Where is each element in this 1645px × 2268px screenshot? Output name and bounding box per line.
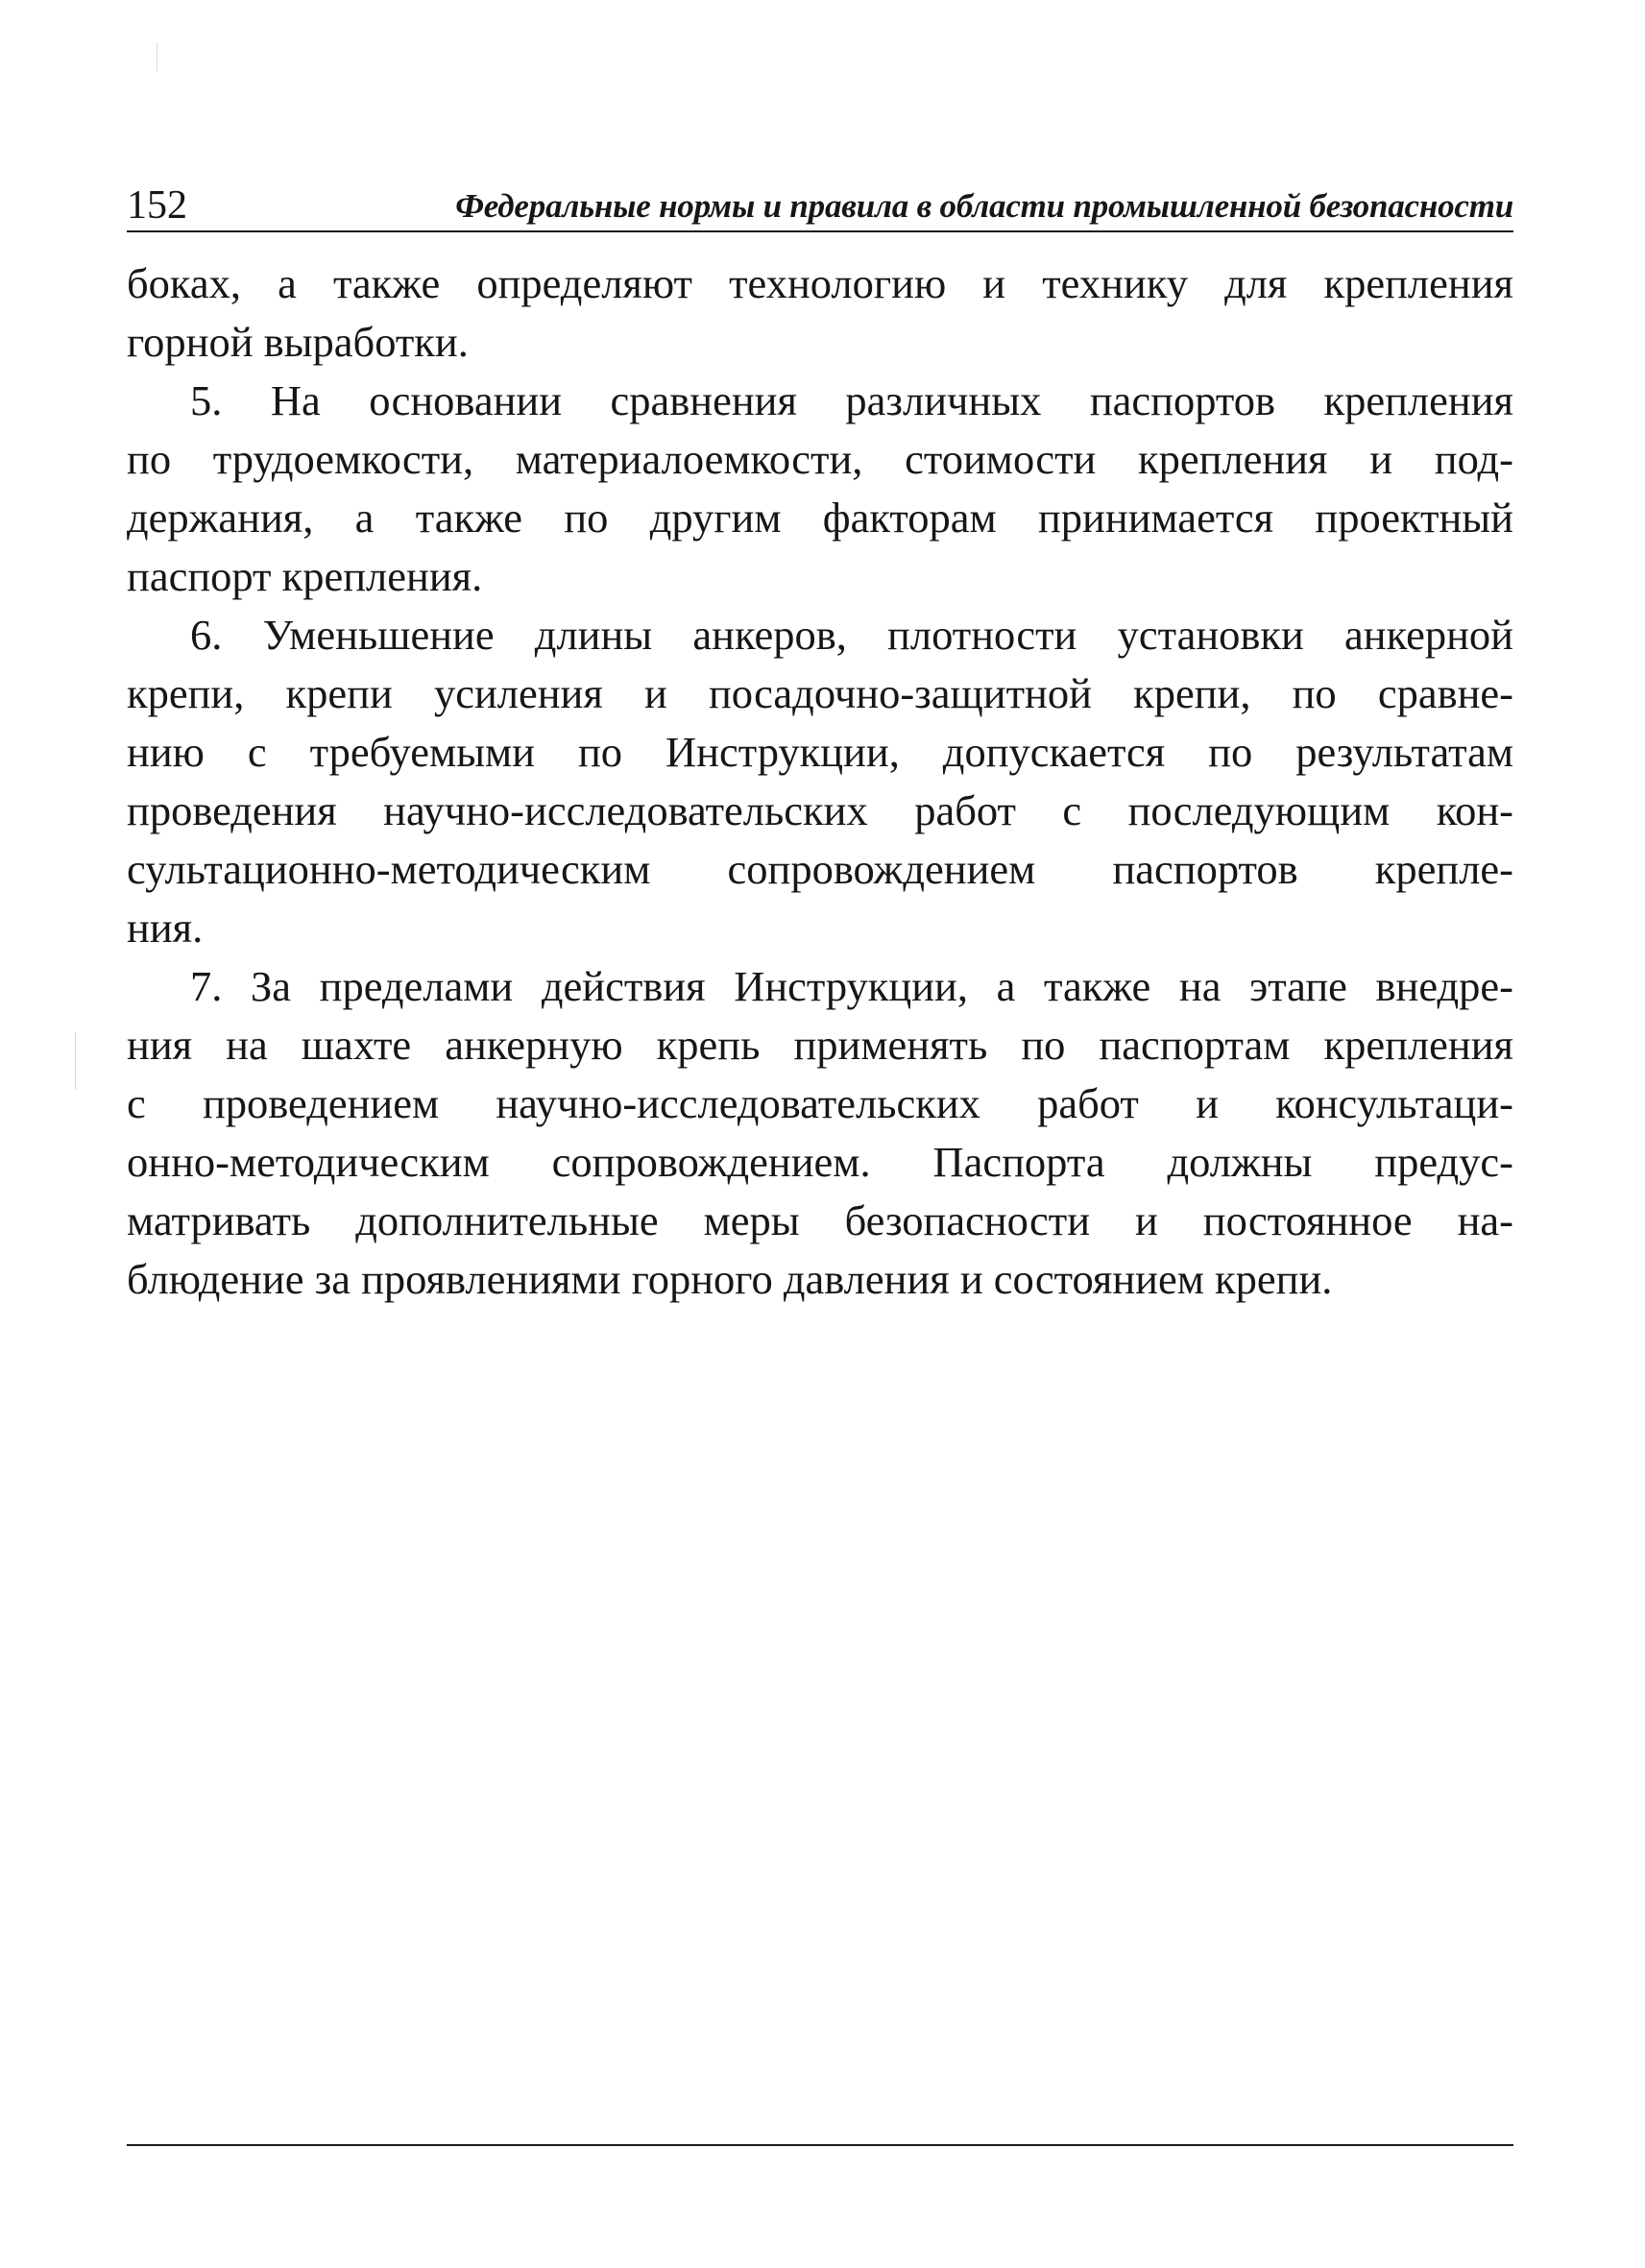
- text-line: паспорт крепления.: [127, 552, 483, 600]
- scan-mark-left: [75, 1032, 76, 1090]
- text-line: ния на шахте анкерную крепь применять по паспортам крепления: [127, 1021, 1513, 1069]
- running-title: Федеральные нормы и правила в области промышленной безопасности: [455, 187, 1513, 225]
- text-line: боках, а также определяют технологию и технику для крепления: [127, 259, 1513, 307]
- paragraph-7-first-line: 7. За пределами действия Инструкции, а также на этапе внедре-: [190, 962, 1513, 1010]
- text-line: с проведением научно-исследовательских работ и консультаци-: [127, 1079, 1513, 1127]
- text-line: крепи, крепи усиления и посадочно-защитной крепи, по сравне-: [127, 669, 1513, 717]
- paragraph-5-first-line: 5. На основании сравнения различных паспортов крепления: [190, 376, 1513, 424]
- running-header: [127, 179, 1513, 232]
- text-line: ния.: [127, 904, 204, 952]
- text-line: сультационно-методическим сопровождением паспортов крепле-: [127, 845, 1513, 893]
- text-line: онно-методическим сопровождением. Паспорта должны предус-: [127, 1138, 1513, 1186]
- text-line: матривать дополнительные меры безопасности и постоянное на-: [127, 1196, 1513, 1244]
- text-line: горной выработки.: [127, 318, 469, 366]
- text-line: по трудоемкости, материалоемкости, стоимости крепления и под-: [127, 435, 1513, 483]
- text-line: держания, а также по другим факторам принимается проектный: [127, 494, 1513, 542]
- page-number: 152: [127, 183, 187, 228]
- text-line: блюдение за проявлениями горного давления и состоянием крепи.: [127, 1255, 1333, 1303]
- paragraph-6-first-line: 6. Уменьшение длины анкеров, плотности установки анкерной: [190, 611, 1513, 659]
- body-text: [127, 254, 1513, 1309]
- bottom-rule: [127, 2144, 1513, 2146]
- text-line: нию с требуемыми по Инструкции, допускается по результатам: [127, 728, 1513, 776]
- text-line: проведения научно-исследовательских работ с последующим кон-: [127, 786, 1513, 834]
